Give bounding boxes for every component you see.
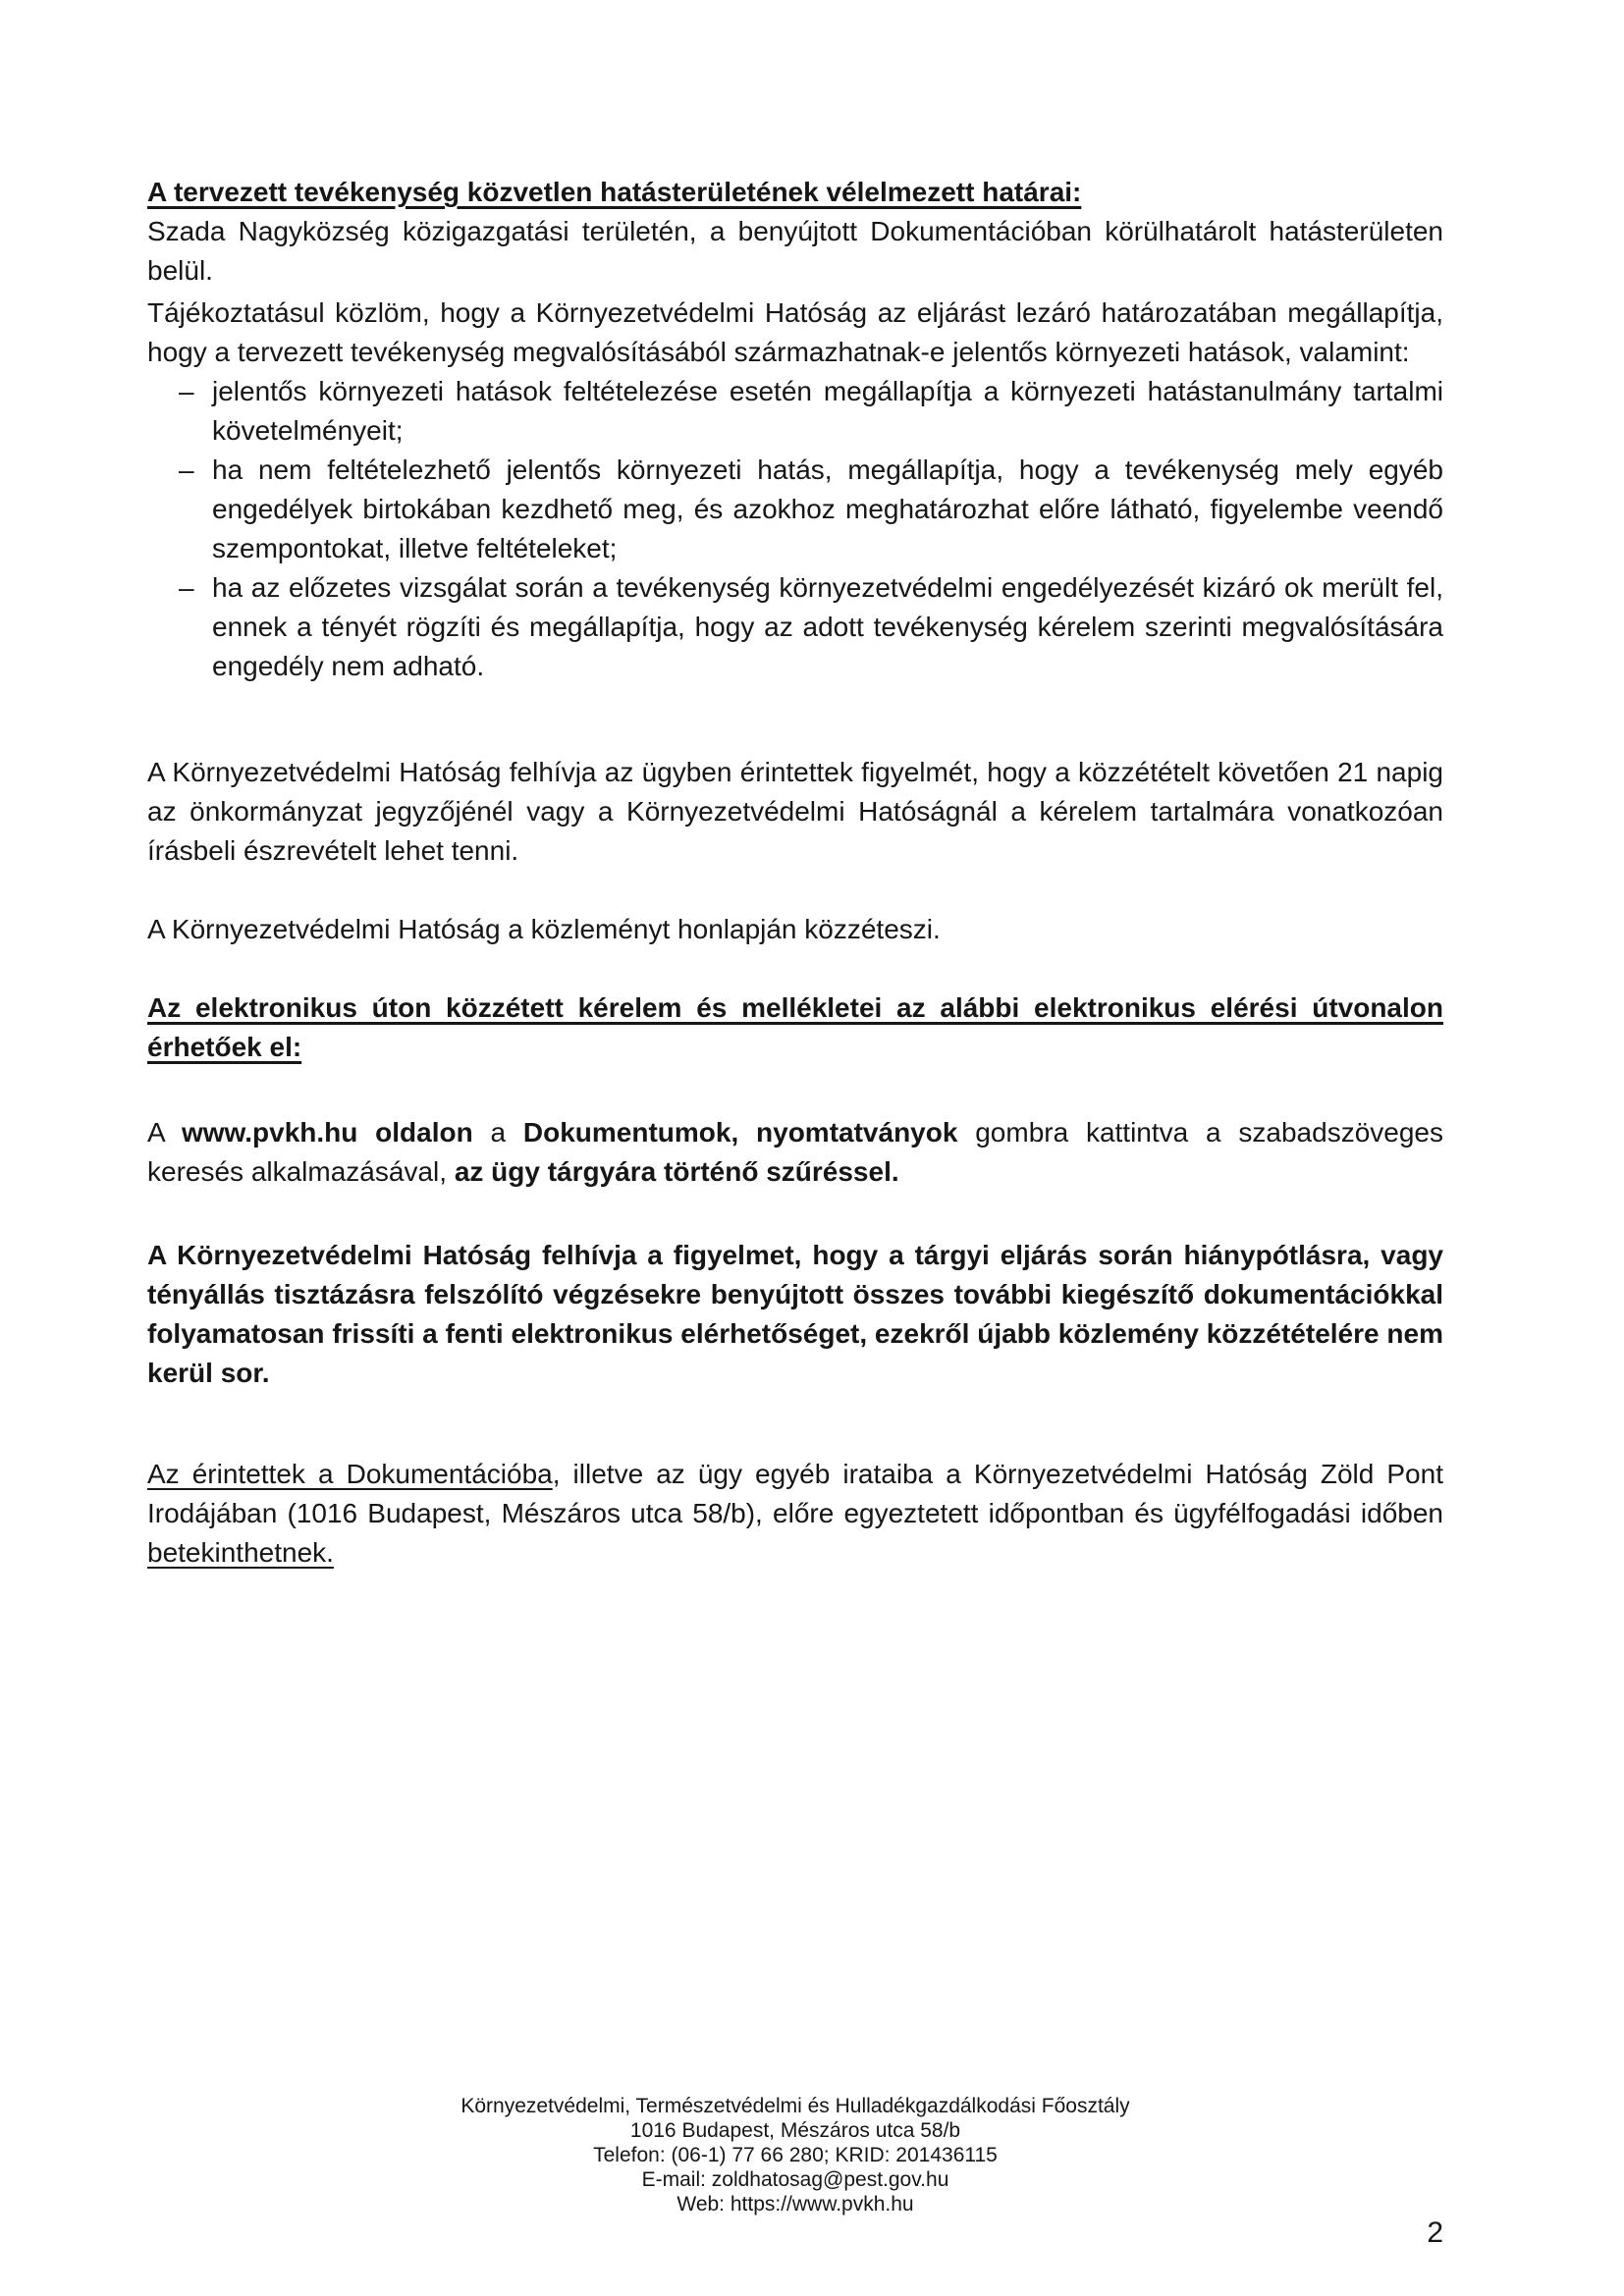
paragraph-inspection-info xyxy=(147,1455,1443,1573)
paragraph-information-notice: Tájékoztatásul közlöm, hogy a Környezetvédelmi Hatóság az eljárást lezáró határozatában megállapítja, hogy a tervezett tevékenység megvalósításából származhatnak-e jelentős környezeti hatások, valamint: xyxy=(147,297,1443,367)
text-segment: A xyxy=(147,1117,182,1148)
text-segment: , illetve az ügy egyéb irataiba a Környezetvédelmi Hatóság Zöld Pont Irodájában (1016 Budapest, Mészáros utca 58/b), előre egyeztetett időpontban és ügyfélfogadási időben xyxy=(147,1459,1443,1528)
paragraph-impact-area: Szada Nagyközség közigazgatási területén, a benyújtott Dokumentációban körülhatárolt hatásterületen belül. xyxy=(147,216,1443,286)
footer-web-line: Web: https://www.pvkh.hu xyxy=(677,2193,914,2216)
page-footer xyxy=(147,2094,1443,2216)
list-item xyxy=(147,372,1443,451)
section-heading-impact-area: A tervezett tevékenység közvetlen hatásterületének vélelmezett határai: xyxy=(147,177,1082,207)
list-item-text: jelentős környezeti hatások feltételezése esetén megállapítja a környezeti hatástanulmány tartalmi követelményeit; xyxy=(212,376,1443,446)
section-heading-electronic-access: Az elektronikus úton közzétett kérelem és mellékletei az alábbi elektronikus elérési útvonalon érhetőek el: xyxy=(147,992,1443,1062)
paragraph-objection-deadline: A Környezetvédelmi Hatóság felhívja az ügyben érintettek figyelmét, hogy a közzétételt követően 21 napig az önkormányzat jegyzőjénél vagy a Környezetvédelmi Hatóságnál a kérelem tartalmára vonatkozóan írásbeli észrevételt lehet tenni. xyxy=(147,757,1443,866)
dash-bullet-icon: – xyxy=(179,376,194,406)
underlined-segment: betekinthetnek. xyxy=(147,1537,334,1568)
underlined-segment: Az érintettek a Dokumentációba xyxy=(147,1459,553,1489)
document-body xyxy=(147,173,1443,1573)
website-name-text: www.pvkh.hu oldalon xyxy=(181,1117,473,1148)
paragraph-publication-notice: A Környezetvédelmi Hatóság a közleményt honlapján közzéteszi. xyxy=(147,914,941,944)
footer-address-line: 1016 Budapest, Mészáros utca 58/b xyxy=(629,2119,961,2142)
decision-outcomes-list xyxy=(147,372,1443,686)
list-item xyxy=(147,568,1443,686)
list-item-text: ha az előzetes vizsgálat során a tevékenység környezetvédelmi engedélyezését kizáró ok merült fel, ennek a tényét rögzíti és megállapítja, hogy az adott tevékenység kérelem szerinti megvalósítására engedély nem adható. xyxy=(212,572,1443,681)
list-item xyxy=(147,451,1443,568)
paragraph-website-instructions xyxy=(147,1113,1443,1192)
text-segment: a xyxy=(472,1117,523,1148)
dash-bullet-icon: – xyxy=(179,454,194,485)
text-segment: gombra kattintva a szabadszöveges keresés alkalmazásával, xyxy=(147,1117,1443,1187)
filter-instruction-text: az ügy tárgyára történő szűréssel. xyxy=(454,1156,899,1187)
documents-button-name-text: Dokumentumok, nyomtatványok xyxy=(522,1117,958,1148)
footer-department-line: Környezetvédelmi, Természetvédelmi és Hulladékgazdálkodási Főosztály xyxy=(460,2095,1130,2117)
list-item-text: ha nem feltételezhető jelentős környezeti hatás, megállapítja, hogy a tevékenység mely egyéb engedélyek birtokában kezdhető meg, és azokhoz meghatározhat előre látható, figyelembe veendő szempontokat, illetve feltételeket; xyxy=(212,454,1443,563)
paragraph-update-notice: A Környezetvédelmi Hatóság felhívja a figyelmet, hogy a tárgyi eljárás során hiánypótlásra, vagy tényállás tisztázásra felszólító végzésekre benyújtott összes további kiegészítő dokumentációkkal folyamatosan frissíti a fenti elektronikus elérhetőséget, ezekről újabb közlemény közzétételére nem kerül sor. xyxy=(147,1240,1443,1388)
dash-bullet-icon: – xyxy=(179,572,194,603)
page-number: 2 xyxy=(1427,2216,1443,2249)
footer-email-line: E-mail: zoldhatosag@pest.gov.hu xyxy=(641,2168,949,2191)
footer-phone-krid-line: Telefon: (06-1) 77 66 280; KRID: 201436115 xyxy=(593,2144,998,2166)
